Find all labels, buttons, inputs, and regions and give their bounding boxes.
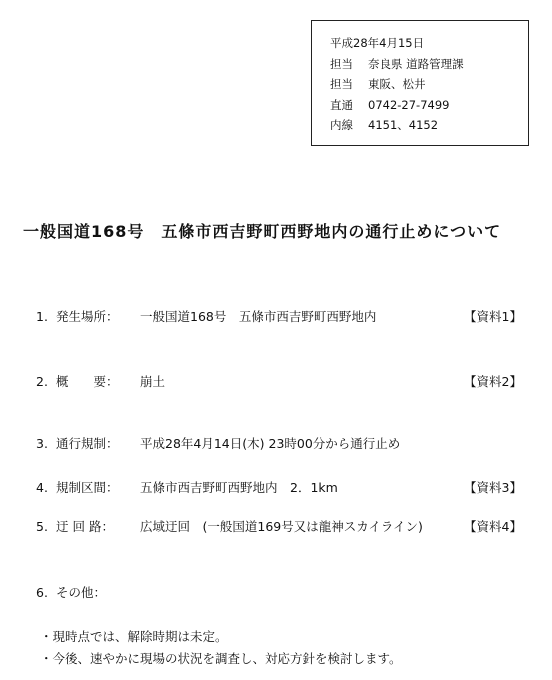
item-other [36, 583, 140, 601]
item-label: 発生場所： [56, 309, 119, 324]
contact-row-person [330, 74, 528, 95]
contact-date: 平成28年4月15日 [330, 36, 425, 50]
item-value: 広域迂回 (一般国道169号又は龍神スカイライン) [140, 519, 423, 534]
item-summary [36, 372, 165, 390]
item-value: 一般国道168号 五條市西吉野町西野地内 [140, 309, 377, 324]
item-label: 通行規制： [56, 436, 119, 451]
contact-value: 奈良県 道路管理課 [368, 56, 464, 71]
contact-row-extension [330, 115, 528, 136]
item-value: 五條市西吉野町西野地内 2．1km [140, 480, 338, 495]
item-number: 3. [36, 436, 48, 451]
item-number: 5. [36, 519, 48, 534]
item-reference: 【資料1】 [464, 309, 522, 324]
contact-label: 内線 [330, 118, 353, 132]
contact-label: 担当 [330, 77, 353, 91]
item-value: 崩土 [140, 374, 166, 389]
item-label: その他： [56, 585, 107, 600]
item-label: 概 要： [56, 374, 119, 389]
item-reference: 【資料4】 [464, 519, 522, 534]
item-reference: 【資料3】 [464, 480, 522, 495]
item-number: 6. [36, 585, 48, 600]
page-title: 一般国道168号 五條市西吉野町西野地内の通行止めについて [23, 222, 502, 241]
contact-value: 0742-27-7499 [368, 97, 450, 112]
contact-value: 4151、4152 [368, 118, 439, 132]
item-section [36, 478, 338, 496]
note-line: ・現時点では、解除時期は未定。 [40, 629, 228, 644]
item-reference: 【資料2】 [464, 374, 522, 389]
item-regulation [36, 434, 400, 452]
item-detour [36, 517, 423, 535]
item-number: 1. [36, 309, 48, 324]
contact-row-direct [330, 95, 528, 116]
item-value: 平成28年4月14日(木) 23時00分から通行止め [140, 436, 401, 451]
contact-row-dept [330, 54, 528, 75]
contact-label: 担当 [330, 56, 353, 71]
item-location [36, 307, 376, 325]
contact-value: 東阪、松井 [368, 77, 426, 91]
item-number: 2. [36, 374, 48, 389]
item-label: 迂 回 路： [56, 519, 114, 534]
note-line: ・今後、速やかに現場の状況を調査し、対応方針を検討します。 [40, 651, 402, 666]
contact-box [311, 20, 529, 146]
contact-label: 直通 [330, 97, 353, 112]
item-label: 規制区間： [56, 480, 119, 495]
item-number: 4. [36, 480, 48, 495]
